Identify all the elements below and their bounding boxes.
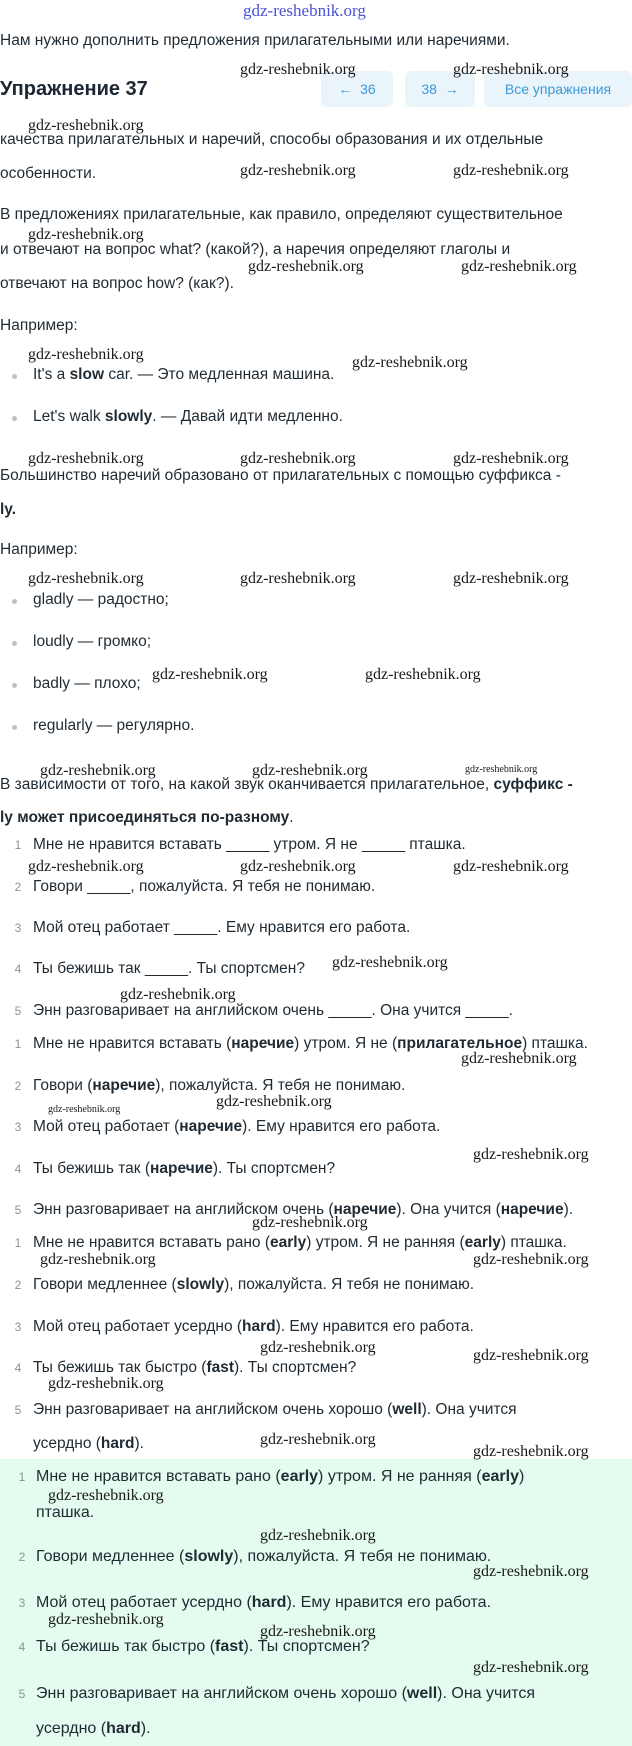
- answer-item: [36, 1636, 370, 1658]
- answer-text: Ты бежишь так быстро (: [33, 1359, 207, 1376]
- answer-item: [33, 1399, 517, 1421]
- answer-text: ). Ты спортсмен?: [243, 1638, 370, 1655]
- hint-keyword: наречие: [92, 1077, 156, 1094]
- watermark: gdz-reshebnik.org: [461, 258, 577, 275]
- watermark: gdz-reshebnik.org: [260, 1339, 376, 1356]
- list-number: 5: [14, 1403, 22, 1417]
- example-text: It's a: [33, 366, 70, 383]
- answer-keyword: early: [481, 1468, 519, 1485]
- hint-text: ). Ему нравится его работа.: [242, 1118, 441, 1135]
- watermark: gdz-reshebnik.org: [152, 666, 268, 683]
- hint-keyword: наречие: [231, 1035, 295, 1052]
- list-number: 3: [14, 1120, 22, 1134]
- answer-text: Мне не нравится вставать рано (: [36, 1468, 281, 1485]
- task-item: Мне не нравится вставать _____ утром. Я не _____ пташка.: [33, 836, 466, 853]
- hint-keyword: наречие: [179, 1118, 243, 1135]
- hint-text: ). Ты спортсмен?: [212, 1160, 336, 1177]
- answer-text: ) пташка.: [500, 1234, 567, 1251]
- answer-keyword: early: [464, 1234, 501, 1251]
- hint-text: Мой отец работает (: [33, 1118, 180, 1135]
- list-number: 5: [14, 1004, 22, 1018]
- answer-keyword: early: [280, 1468, 319, 1485]
- watermark: gdz-reshebnik.org: [40, 762, 156, 779]
- example-sentence-1: [33, 364, 334, 386]
- watermark: gdz-reshebnik.org: [48, 1104, 121, 1115]
- theory-bold-text: ly может присоединяться по-разному: [0, 809, 290, 826]
- watermark: gdz-reshebnik.org: [240, 450, 356, 467]
- hint-keyword: наречие: [333, 1201, 397, 1218]
- watermark: gdz-reshebnik.org: [248, 258, 364, 275]
- answer-text: Мой отец работает усердно (: [33, 1318, 243, 1335]
- watermark: gdz-reshebnik.org: [453, 61, 569, 78]
- list-number: 2: [18, 1550, 26, 1564]
- answer-item-continued: [36, 1718, 151, 1740]
- example-text: . — Давай идти медленно.: [152, 408, 343, 425]
- watermark: gdz-reshebnik.org: [473, 1659, 589, 1676]
- answer-item: [36, 1546, 491, 1568]
- answer-item: [36, 1683, 535, 1705]
- hint-item: [33, 1075, 405, 1097]
- watermark: gdz-reshebnik.org: [465, 764, 538, 775]
- hint-text: Мне не нравится вставать (: [33, 1035, 232, 1052]
- theory-paragraph-4-line-1: [0, 774, 573, 796]
- list-number: 5: [18, 1687, 26, 1701]
- example-label: Например:: [0, 317, 78, 334]
- answer-keyword: slowly: [184, 1548, 234, 1565]
- watermark: gdz-reshebnik.org: [473, 1146, 589, 1163]
- next-exercise-button[interactable]: [405, 71, 475, 107]
- hint-keyword: наречие: [500, 1201, 564, 1218]
- hint-text: ) утром. Я не (: [294, 1035, 398, 1052]
- list-number: 1: [14, 838, 22, 852]
- list-number: 2: [14, 1079, 22, 1093]
- hint-keyword: прилагательное: [397, 1035, 523, 1052]
- theory-text: .: [289, 809, 294, 826]
- answer-item: [36, 1592, 491, 1614]
- answer-text: усердно (: [36, 1720, 107, 1737]
- list-number: 2: [14, 880, 22, 894]
- theory-paragraph-1-line-2: особенности.: [0, 165, 97, 182]
- watermark: gdz-reshebnik.org: [252, 1214, 368, 1231]
- watermark: gdz-reshebnik.org: [473, 1347, 589, 1364]
- answer-keyword: hard: [242, 1318, 276, 1335]
- watermark: gdz-reshebnik.org: [216, 1093, 332, 1110]
- answer-text: Мой отец работает усердно (: [36, 1594, 252, 1611]
- answer-item: [33, 1274, 474, 1296]
- watermark: gdz-reshebnik.org: [352, 354, 468, 371]
- answer-item: [36, 1466, 524, 1488]
- adverb-example: loudly — громко;: [33, 633, 152, 650]
- answer-text: усердно (: [33, 1435, 101, 1452]
- watermark: gdz-reshebnik.org: [453, 858, 569, 875]
- hint-text: ). Она учится (: [396, 1201, 501, 1218]
- bullet: [12, 641, 17, 646]
- answer-text: ). Она учится: [421, 1401, 517, 1418]
- theory-paragraph-1-line-1: качества прилагательных и наречий, способы образования и их отдельные: [0, 131, 544, 148]
- answer-text: ), пожалуйста. Я тебя не понимаю.: [224, 1276, 475, 1293]
- watermark: gdz-reshebnik.org: [243, 1, 366, 20]
- answer-keyword: fast: [206, 1359, 235, 1376]
- bullet: [12, 599, 17, 604]
- answer-item-continued: пташка.: [36, 1504, 95, 1521]
- answer-text: Энн разговаривает на английском очень хорошо (: [33, 1401, 393, 1418]
- answer-item: [33, 1316, 474, 1338]
- adverb-example: gladly — радостно;: [33, 591, 169, 608]
- answer-keyword: well: [392, 1401, 422, 1418]
- answer-keyword: hard: [106, 1720, 141, 1737]
- answer-item: [33, 1357, 356, 1379]
- watermark: gdz-reshebnik.org: [453, 570, 569, 587]
- answer-text: ): [518, 1468, 525, 1485]
- theory-paragraph-4-line-2: [0, 807, 294, 829]
- theory-paragraph-3-line-1: Большинство наречий образовано от прилагательных с помощью суффикса -: [0, 467, 561, 484]
- bullet: [12, 416, 17, 421]
- watermark: gdz-reshebnik.org: [453, 450, 569, 467]
- bullet: [12, 725, 17, 730]
- answer-text: Мне не нравится вставать рано (: [33, 1234, 271, 1251]
- answer-text: ). Ему нравится его работа.: [286, 1594, 492, 1611]
- answer-keyword: well: [406, 1685, 438, 1702]
- list-number: 3: [14, 1320, 22, 1334]
- watermark: gdz-reshebnik.org: [260, 1431, 376, 1448]
- watermark: gdz-reshebnik.org: [28, 450, 144, 467]
- example-text: car. — Это медленная машина.: [104, 366, 335, 383]
- list-number: 1: [14, 1236, 22, 1250]
- list-number: 3: [18, 1596, 26, 1610]
- arrow-right-icon: →: [444, 81, 459, 97]
- watermark: gdz-reshebnik.org: [365, 666, 481, 683]
- watermark: gdz-reshebnik.org: [240, 162, 356, 179]
- prev-exercise-button[interactable]: [321, 71, 393, 107]
- list-number: 1: [18, 1470, 26, 1484]
- answer-keyword: early: [270, 1234, 307, 1251]
- watermark: gdz-reshebnik.org: [240, 570, 356, 587]
- watermark: gdz-reshebnik.org: [260, 1527, 376, 1544]
- answer-text: ). Она учится: [437, 1685, 536, 1702]
- theory-paragraph-2-line-3: отвечают на вопрос how? (как?).: [0, 275, 234, 292]
- answer-text: Говори медленнее (: [36, 1548, 185, 1565]
- watermark: gdz-reshebnik.org: [461, 1050, 577, 1067]
- answer-item-continued: [33, 1433, 144, 1455]
- list-number: 4: [14, 962, 22, 976]
- hint-item: [33, 1199, 573, 1221]
- watermark: gdz-reshebnik.org: [28, 226, 144, 243]
- list-number: 4: [14, 1361, 22, 1375]
- answer-text: ).: [140, 1720, 151, 1737]
- answer-text: ) утром. Я не ранняя (: [318, 1468, 482, 1485]
- answer-text: Говори медленнее (: [33, 1276, 177, 1293]
- example-text: Let's walk: [33, 408, 105, 425]
- all-exercises-button[interactable]: [484, 71, 632, 107]
- watermark: gdz-reshebnik.org: [48, 1487, 164, 1504]
- answer-keyword: fast: [215, 1638, 244, 1655]
- theory-paragraph-2-line-2: и отвечают на вопрос what? (какой?), а наречия определяют глаголы и: [0, 241, 511, 258]
- example-keyword: slowly: [104, 408, 153, 425]
- watermark: gdz-reshebnik.org: [40, 1251, 156, 1268]
- next-exercise-label: 38: [421, 81, 437, 97]
- hint-item: [33, 1033, 588, 1055]
- hint-text: ), пожалуйста. Я тебя не понимаю.: [155, 1077, 406, 1094]
- answer-text: Ты бежишь так быстро (: [36, 1638, 216, 1655]
- watermark: gdz-reshebnik.org: [48, 1611, 164, 1628]
- arrow-left-icon: ←: [338, 81, 353, 97]
- watermark: gdz-reshebnik.org: [252, 762, 368, 779]
- hint-item: [33, 1116, 440, 1138]
- hint-item: [33, 1158, 335, 1180]
- hint-keyword: наречие: [150, 1160, 213, 1177]
- watermark: gdz-reshebnik.org: [28, 570, 144, 587]
- answer-text: ). Ты спортсмен?: [234, 1359, 357, 1376]
- watermark: gdz-reshebnik.org: [260, 1623, 376, 1640]
- answer-text: ). Ему нравится его работа.: [275, 1318, 474, 1335]
- example-sentence-2: [33, 406, 343, 428]
- hint-text: Энн разговаривает на английском очень (: [33, 1201, 334, 1218]
- watermark: gdz-reshebnik.org: [473, 1443, 589, 1460]
- task-item: Энн разговаривает на английском очень _____. Она учится _____.: [33, 1002, 513, 1019]
- list-number: 1: [14, 1037, 22, 1051]
- list-number: 3: [14, 921, 22, 935]
- answer-text: ).: [134, 1435, 144, 1452]
- answer-text: Энн разговаривает на английском очень хорошо (: [36, 1685, 407, 1702]
- bullet: [12, 374, 17, 379]
- theory-paragraph-3-line-2: ly.: [0, 501, 17, 518]
- example-label-2: Например:: [0, 541, 78, 558]
- list-number: 2: [14, 1278, 22, 1292]
- task-item: Говори _____, пожалуйста. Я тебя не понимаю.: [33, 878, 376, 895]
- watermark: gdz-reshebnik.org: [332, 954, 448, 971]
- theory-bold-text: суффикс -: [493, 776, 573, 793]
- answer-keyword: hard: [251, 1594, 287, 1611]
- intro-text: Нам нужно дополнить предложения прилагательными или наречиями.: [0, 32, 510, 49]
- answer-text: ), пожалуйста. Я тебя не понимаю.: [233, 1548, 492, 1565]
- watermark: gdz-reshebnik.org: [28, 858, 144, 875]
- hint-text: ).: [563, 1201, 574, 1218]
- watermark: gdz-reshebnik.org: [473, 1251, 589, 1268]
- answer-keyword: hard: [100, 1435, 135, 1452]
- answer-item: [33, 1232, 567, 1254]
- prev-exercise-label: 36: [360, 81, 376, 97]
- watermark: gdz-reshebnik.org: [240, 858, 356, 875]
- watermark: gdz-reshebnik.org: [453, 162, 569, 179]
- bullet: [12, 683, 17, 688]
- list-number: 4: [14, 1162, 22, 1176]
- list-number: 4: [18, 1640, 26, 1654]
- watermark: gdz-reshebnik.org: [28, 117, 144, 134]
- watermark: gdz-reshebnik.org: [28, 346, 144, 363]
- theory-text: В зависимости от того, на какой звук оканчивается прилагательное,: [0, 776, 494, 793]
- hint-text: Ты бежишь так (: [33, 1160, 151, 1177]
- watermark: gdz-reshebnik.org: [48, 1375, 164, 1392]
- example-keyword: slow: [69, 366, 105, 383]
- task-item: Ты бежишь так _____. Ты спортсмен?: [33, 960, 305, 977]
- hint-text: Говори (: [33, 1077, 93, 1094]
- all-exercises-label: Все упражнения: [504, 81, 612, 97]
- theory-paragraph-2-line-1: В предложениях прилагательные, как правило, определяют существительное: [0, 206, 563, 223]
- adverb-example: badly — плохо;: [33, 675, 141, 692]
- list-number: 5: [14, 1203, 22, 1217]
- page-title: Упражнение 37: [0, 78, 148, 100]
- watermark: gdz-reshebnik.org: [240, 61, 356, 78]
- watermark: gdz-reshebnik.org: [473, 1563, 589, 1580]
- task-item: Мой отец работает _____. Ему нравится его работа.: [33, 919, 411, 936]
- hint-text: ) пташка.: [522, 1035, 588, 1052]
- adverb-example: regularly — регулярно.: [33, 717, 195, 734]
- answer-text: ) утром. Я не ранняя (: [306, 1234, 465, 1251]
- watermark: gdz-reshebnik.org: [120, 986, 236, 1003]
- answer-keyword: slowly: [176, 1276, 225, 1293]
